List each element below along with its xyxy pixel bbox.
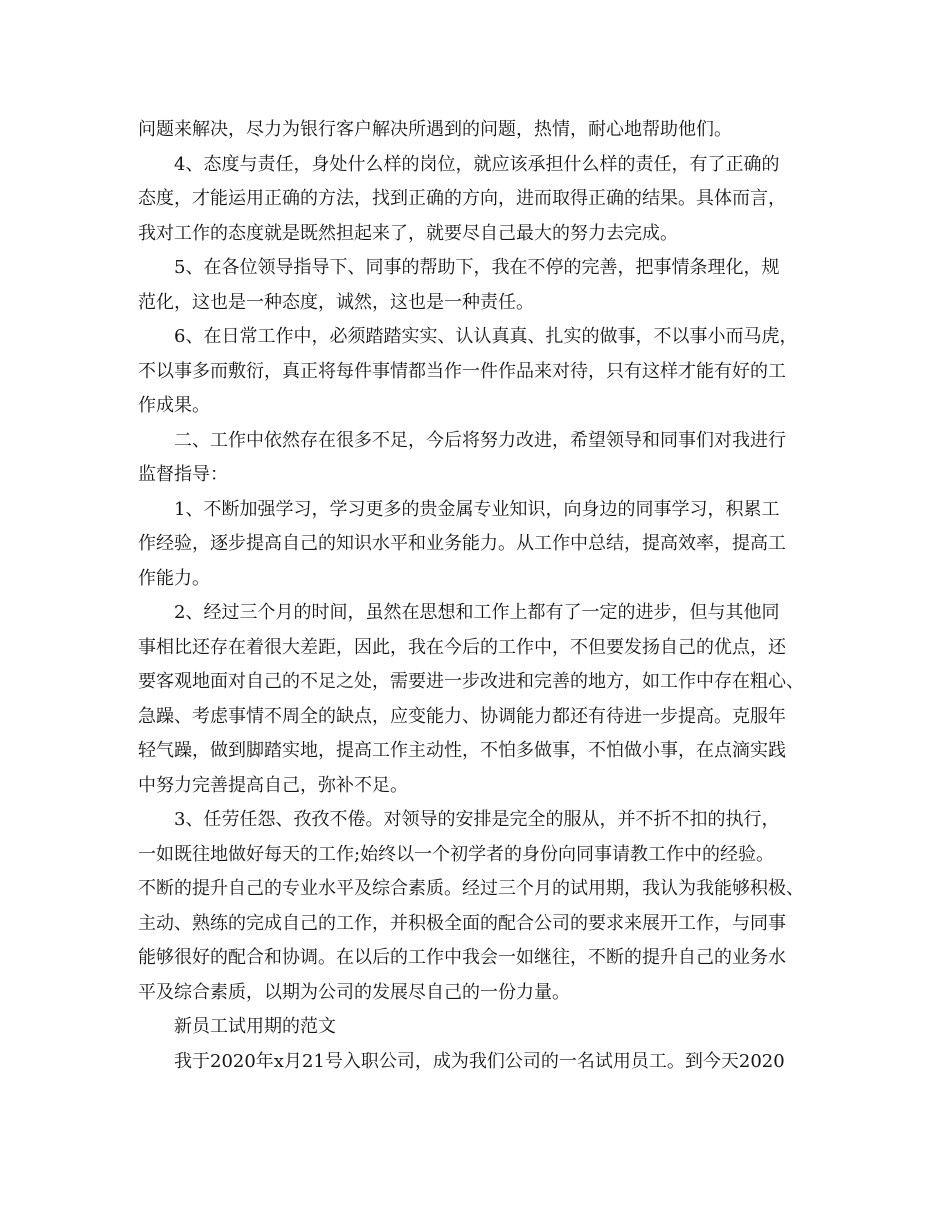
text-line: 问题来解决，尽力为银行客户解决所遇到的问题，热情，耐心地帮助他们。: [138, 119, 732, 140]
text-line: 6、在日常工作中，必须踏踏实实、认认真真、扎实的做事，不以事小而马虎，: [174, 326, 798, 347]
text-line: 作能力。: [138, 567, 210, 589]
text-line: 二、工作中依然存在很多不足，今后将努力改进，希望领导和同事们对我进行: [174, 429, 786, 451]
text-line: 事相比还存在着很大差距，因此，我在今后的工作中，不但要发扬自己的优点，还: [138, 636, 786, 658]
text-line: 平及综合素质，以期为公司的发展尽自己的一份力量。: [138, 981, 570, 1003]
text-line: 急躁、考虑事情不周全的缺点，应变能力、协调能力都还有待进一步提高。克服年: [138, 705, 786, 727]
text-line: 5、在各位领导指导下、同事的帮助下，我在不停的完善，把事情条理化，规: [174, 257, 780, 278]
text-line: 一如既往地做好每天的工作;始终以一个初学者的身份向同事请教工作中的经验。: [138, 843, 775, 865]
text-line: 轻气躁，做到脚踏实地，提高工作主动性，不怕多做事，不怕做小事，在点滴实践: [138, 740, 786, 761]
text-line: 4、态度与责任，身处什么样的岗位，就应该承担什么样的责任，有了正确的: [174, 153, 780, 175]
text-line: 能够很好的配合和协调。在以后的工作中我会一如继往，不断的提升自己的业务水: [138, 947, 786, 968]
text-line: 我于2020年x月21号入职公司，成为我们公司的一名试用员工。到今天2020: [174, 1050, 785, 1072]
text-line: 中努力完善提高自己，弥补不足。: [138, 774, 408, 796]
section-title: 新员工试用期的范文: [174, 1016, 336, 1037]
text-line: 我对工作的态度就是既然担起来了，就要尽自己最大的努力去完成。: [138, 222, 678, 244]
text-line: 不断的提升自己的专业水平及综合素质。经过三个月的试用期，我认为我能够积极、: [138, 878, 804, 899]
text-line: 不以事多而敷衍，真正将每件事情都当作一件作品来对待，只有这样才能有好的工: [138, 360, 786, 382]
text-line: 范化，这也是一种态度，诚然，这也是一种责任。: [138, 291, 534, 313]
text-line: 3、任劳任怨、孜孜不倦。对领导的安排是完全的服从，并不折不扣的执行，: [174, 809, 780, 830]
document-body: [138, 113, 818, 1079]
text-line: 1、不断加强学习，学习更多的贵金属专业知识，向身边的同事学习，积累工: [174, 498, 780, 520]
text-line: 态度，才能运用正确的方法，找到正确的方向，进而取得正确的结果。具体而言，: [138, 188, 786, 209]
text-line: 监督指导：: [138, 464, 228, 485]
text-line: 作成果。: [138, 395, 210, 416]
text-line: 作经验，逐步提高自己的知识水平和业务能力。从工作中总结，提高效率，提高工: [138, 533, 786, 554]
text-line: 2、经过三个月的时间，虽然在思想和工作上都有了一定的进步，但与其他同: [174, 602, 780, 623]
text-line: 主动、熟练的完成自己的工作，并积极全面的配合公司的要求来展开工作，与同事: [138, 912, 786, 934]
text-line: 要客观地面对自己的不足之处，需要进一步改进和完善的地方，如工作中存在粗心、: [138, 671, 804, 692]
